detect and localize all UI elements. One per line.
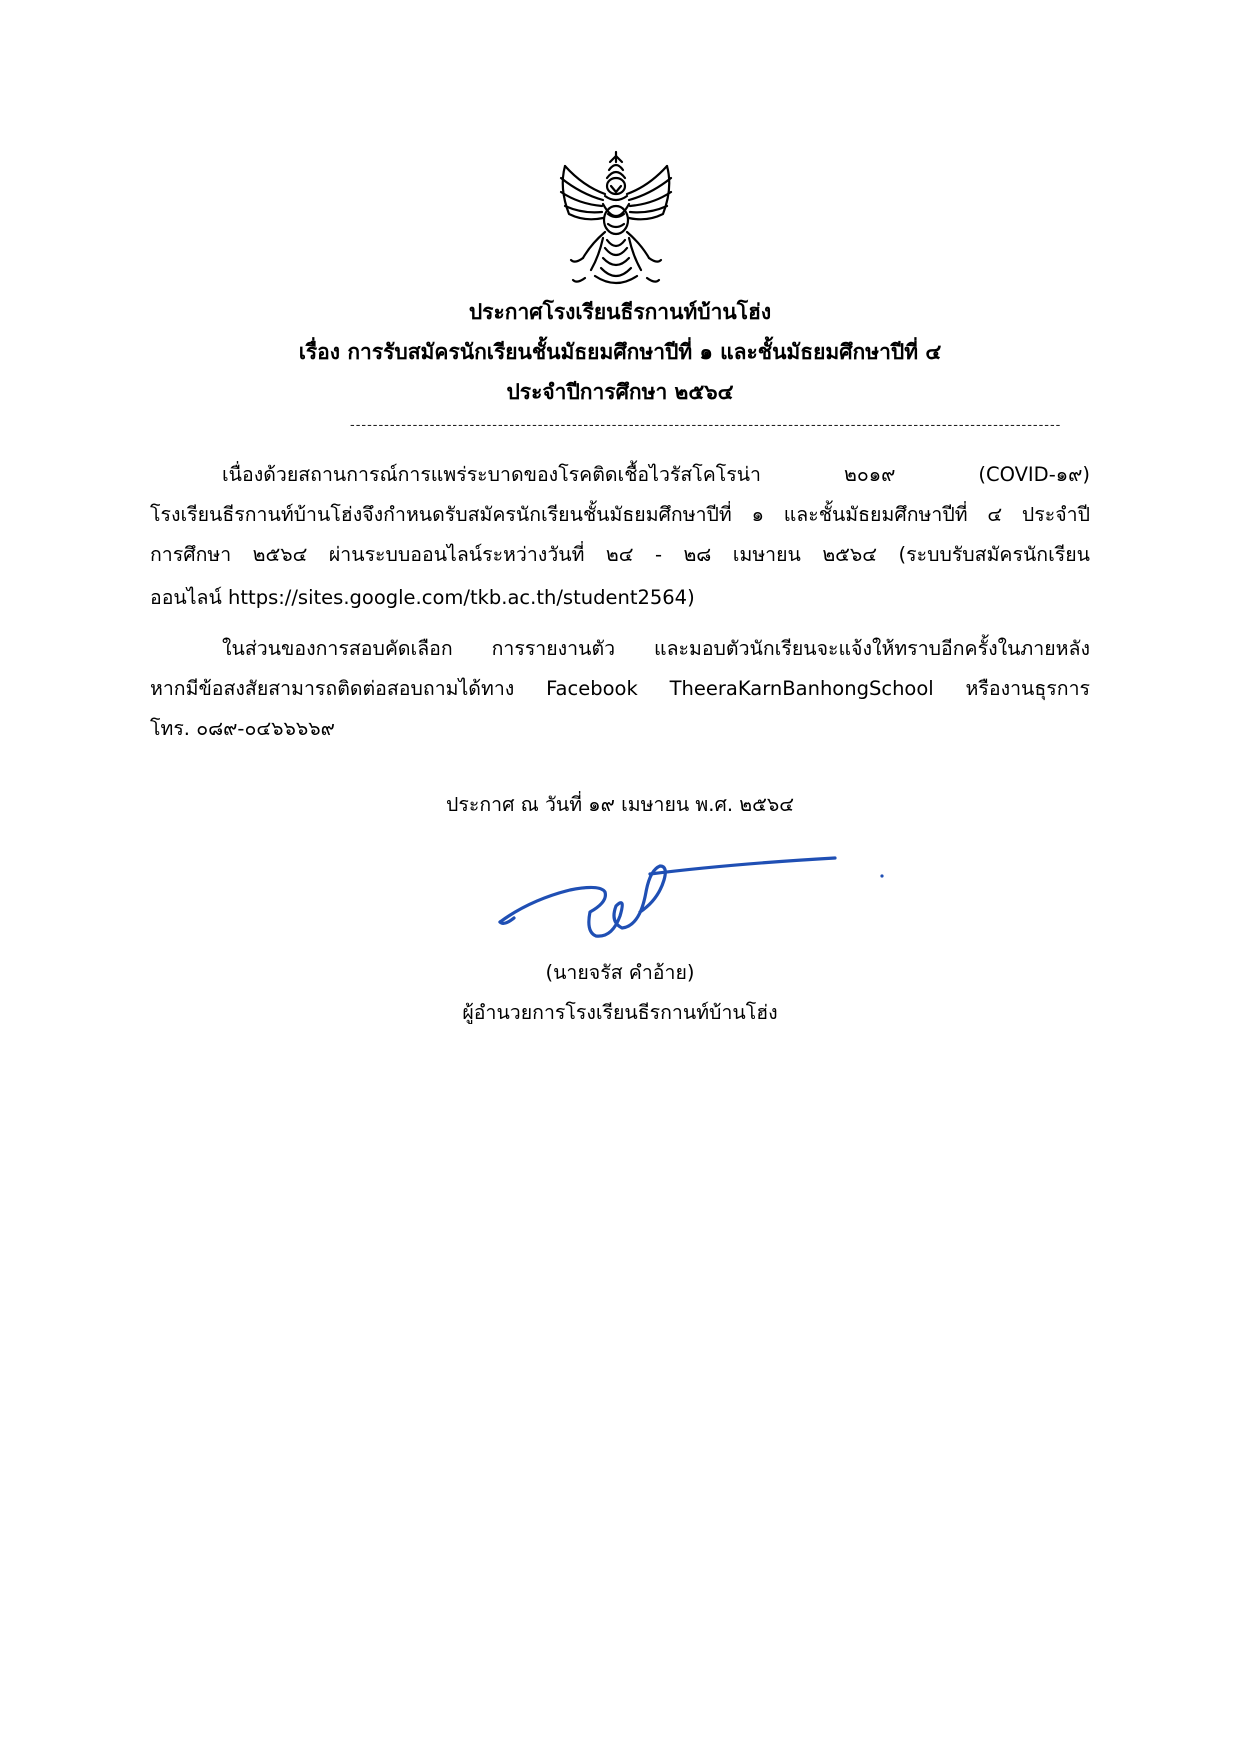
announcement-subject: เรื่อง การรับสมัครนักเรียนชั้นมัธยมศึกษาปีที่ ๑ และชั้นมัธยมศึกษาปีที่ ๔: [298, 340, 942, 364]
paragraph-1-line-1: เนื่องด้วยสถานการณ์การแพร่ระบาดของโรคติดเชื้อไวรัสโคโรน่า ๒๐๑๙ (COVID-๑๙): [222, 463, 1090, 486]
garuda-emblem-icon: [555, 148, 677, 290]
announcement-title: ประกาศโรงเรียนธีรกานท์บ้านโฮ่ง: [468, 300, 772, 324]
divider-line: -----------------------------------------------------------------------------------------------------------------------------: [350, 418, 1062, 433]
signer-position: ผู้อำนวยการโรงเรียนธีรกานท์บ้านโฮ่ง: [462, 1001, 778, 1024]
paragraph-2-line-2: หากมีข้อสงสัยสามารถติดต่อสอบถามได้ทาง Facebook TheeraKarnBanhongSchool หรืองานธุรการ: [150, 677, 1090, 700]
signature-icon: [490, 852, 900, 957]
paragraph-1-line-2: โรงเรียนธีรกานท์บ้านโฮ่งจึงกำหนดรับสมัครนักเรียนชั้นมัธยมศึกษาปีที่ ๑ และชั้นมัธยมศึกษาปีที่ ๔ ประจำปี: [150, 503, 1090, 526]
paragraph-1-line-3: การศึกษา ๒๕๖๔ ผ่านระบบออนไลน์ระหว่างวันที่ ๒๔ - ๒๘ เมษายน ๒๕๖๔ (ระบบรับสมัครนักเรียน: [150, 543, 1090, 566]
academic-year: ประจำปีการศึกษา ๒๕๖๔: [506, 380, 734, 404]
paragraph-2-line-1: ในส่วนของการสอบคัดเลือก การรายงานตัว และมอบตัวนักเรียนจะแจ้งให้ทราบอีกครั้งในภายหลัง: [222, 637, 1090, 660]
paragraph-2-line-3: โทร. ๐๘๙-๐๔๖๖๖๖๙: [150, 717, 335, 740]
signer-name: (นายจรัส คำอ้าย): [545, 961, 695, 984]
paragraph-1-line-4: ออนไลน์ https://sites.google.com/tkb.ac.th/student2564): [150, 586, 695, 609]
announcement-date: ประกาศ ณ วันที่ ๑๙ เมษายน พ.ศ. ๒๕๖๔: [446, 793, 794, 816]
